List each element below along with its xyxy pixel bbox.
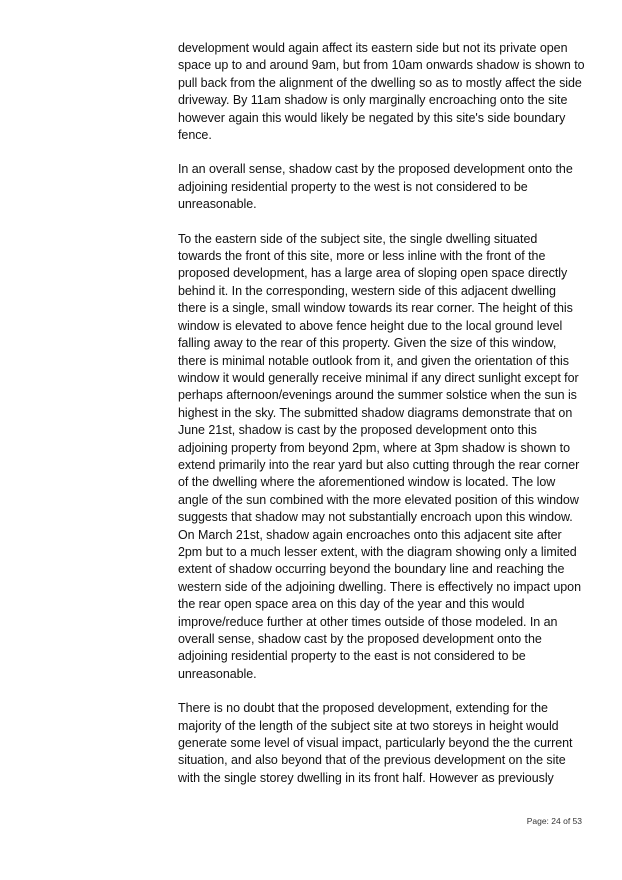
text-line: proposed development, has a large area of sloping open space directly [178, 266, 568, 281]
text-line: development would again affect its eastern side but not its private open [178, 41, 568, 55]
text-line: majority of the length of the subject site at two storeys in height would [178, 718, 559, 733]
text-line: In an overall sense, shadow cast by the proposed development onto the [178, 162, 573, 177]
text-line: fence. [178, 128, 212, 143]
text-line: On March 21st, shadow again encroaches onto this adjacent site after [178, 527, 562, 542]
text-line: highest in the sky. The submitted shadow diagrams demonstrate that on [178, 405, 573, 420]
text-line: There is no doubt that the proposed development, extending for the [178, 701, 548, 716]
text-line: unreasonable. [178, 666, 257, 681]
text-line: there is minimal notable outlook from it, and given the orientation of this [178, 353, 569, 368]
text-line: unreasonable. [178, 197, 257, 212]
paragraph-visual-impact [178, 700, 582, 787]
text-line: extend primarily into the rear yard but also cutting through the rear corner [178, 457, 580, 472]
text-line: improve/reduce further at other times outside of those modeled. In an [178, 614, 558, 629]
text-line: window it would generally receive minimal if any direct sunlight except for [178, 370, 579, 385]
text-line: of the dwelling where the aforementioned window is located. The low [178, 475, 556, 490]
text-line: space up to and around 9am, but from 10am onwards shadow is shown to [178, 58, 585, 73]
text-line: towards the front of this site, more or less inline with the front of the [178, 249, 546, 264]
page-number: Page: 24 of 53 [526, 816, 582, 826]
text-line: extent of shadow occurring beyond the boundary line and reaching the [178, 562, 565, 577]
text-line: perhaps afternoon/evenings around the summer solstice when the sun is [178, 388, 577, 403]
text-line: adjoining residential property to the east is not considered to be [178, 649, 526, 664]
text-line: window is elevated to above fence height due to the local ground level [178, 318, 563, 333]
paragraph-western-conclusion [178, 161, 582, 213]
text-line: with the single storey dwelling in its front half. However as previously [178, 770, 554, 785]
text-line: generate some level of visual impact, particularly beyond the the current [178, 736, 573, 751]
text-line: pull back from the alignment of the dwelling so as to mostly affect the side [178, 75, 582, 90]
text-line: the rear open space area on this day of the year and this would [178, 597, 525, 612]
text-line: suggests that shadow may not substantially encroach upon this window. [178, 510, 573, 525]
text-line: falling away to the rear of this property. Given the size of this window, [178, 336, 557, 351]
text-line: behind it. In the corresponding, western side of this adjacent dwelling [178, 283, 556, 298]
text-line: there is a single, small window towards its rear corner. The height of this [178, 301, 573, 316]
text-line: angle of the sun combined with the more elevated position of this window [178, 492, 579, 507]
text-line: adjoining property from beyond 2pm, where at 3pm shadow is shown to [178, 440, 571, 455]
text-line: however again this would likely be negated by this site's side boundary [178, 110, 566, 125]
text-line: To the eastern side of the subject site, the single dwelling situated [178, 231, 538, 246]
text-line: western side of the adjoining dwelling. There is effectively no impact upon [178, 579, 581, 594]
text-line: June 21st, shadow is cast by the proposed development onto this [178, 423, 537, 438]
paragraph-western-shadow-morning [178, 40, 585, 144]
text-line: situation, and also beyond that of the previous development on the site [178, 753, 566, 768]
text-line: 2pm but to a much lesser extent, with the diagram showing only a limited [178, 544, 577, 559]
text-line: overall sense, shadow cast by the proposed development onto the [178, 632, 542, 646]
paragraph-eastern-shadow [178, 231, 582, 684]
body-text [178, 40, 585, 804]
text-line: driveway. By 11am shadow is only marginally encroaching onto the site [178, 93, 568, 108]
text-line: adjoining residential property to the west is not considered to be [178, 179, 528, 194]
